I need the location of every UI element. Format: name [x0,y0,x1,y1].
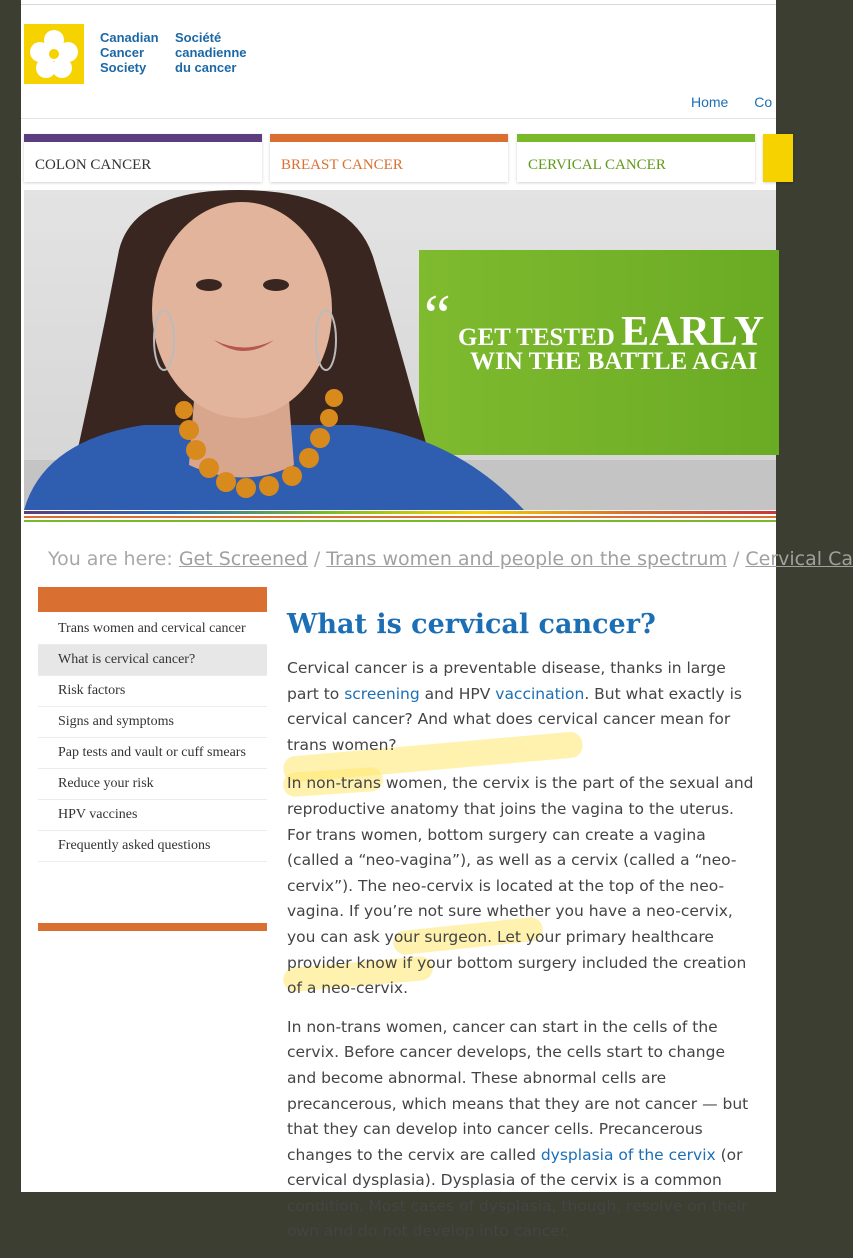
hero-subheadline: WIN THE BATTLE AGAI [470,348,758,375]
sidebar-item-hpv-vaccines[interactable]: HPV vaccines [38,800,267,831]
tab-label: CERVICAL CANCER [528,157,666,173]
home-link[interactable]: Home [691,94,729,110]
breadcrumb-link-trans-women[interactable]: Trans women and people on the spectrum [326,548,727,570]
hero-banner [24,190,776,510]
tab-cervical-cancer[interactable] [517,134,755,182]
tab-breast-cancer[interactable] [270,134,508,182]
daffodil-icon[interactable] [24,24,84,84]
hero-headline: GET TESTED EARLY [458,309,765,355]
sidebar-item-trans-women[interactable]: Trans women and cervical cancer [38,614,267,645]
sidebar-item-pap-tests[interactable]: Pap tests and vault or cuff smears [38,738,267,769]
screening-link[interactable]: screening [344,684,420,703]
sidebar-item-signs-symptoms[interactable]: Signs and symptoms [38,707,267,738]
brand-name-english[interactable]: Canadian Cancer Society [100,30,159,75]
quote-mark: “ [424,283,451,349]
tab-partial[interactable] [763,134,793,182]
sidebar-item-reduce-risk[interactable]: Reduce your risk [38,769,267,800]
orange-stripe [24,516,776,518]
tab-colon-cancer[interactable] [24,134,262,182]
breadcrumb: You are here: Get Screened / Trans women and people on the spectrum / Cervical Ca [48,548,853,570]
tab-label: COLON CANCER [35,157,152,173]
sidebar-item-risk-factors[interactable]: Risk factors [38,676,267,707]
breadcrumb-link-get-screened[interactable]: Get Screened [178,548,308,570]
green-stripe [24,520,776,522]
contact-link[interactable]: Co [754,94,773,110]
breadcrumb-link-cervical-cancer[interactable]: Cervical Ca [745,548,853,570]
sidebar-bottom-bar [38,923,267,931]
web-page [21,0,853,1241]
dysplasia-link[interactable]: dysplasia of the cervix [540,1145,716,1164]
top-rule [21,4,776,5]
main-content [287,608,757,1258]
header-divider [21,118,776,119]
rainbow-stripe [24,511,776,514]
sidebar-nav [38,614,267,862]
tab-label: BREAST CANCER [281,157,403,173]
paragraph-intro: Cervical cancer is a preventable disease, thanks in large part to screening and HPV vaccination. But what exactly is cervical cancer? And what does cervical cancer mean for trans women? [287,659,742,754]
sidebar-top-bar [38,587,267,612]
page-title: What is cervical cancer? [287,609,656,640]
paragraph-anatomy: In non-trans women, the cervix is the part of the sexual and reproductive anatomy that joins the vagina to the uterus. For trans women, bottom surgery can create a vagina (called a “neo-vagina”), as well as a cervix (called a “neo-cervix”). The neo-cervix is located at the top of the neo-vagina. If you’re not sure whether you have a neo-cervix, you can ask your surgeon. Let your primary healthcare provider know if your bottom surgery included the creation of a neo-cervix. [287,774,754,998]
vaccination-link[interactable]: vaccination [495,684,585,703]
utility-nav [691,94,794,110]
brand-name-french[interactable]: Société canadienne du cancer [175,30,247,75]
paragraph-cancer-cells: In non-trans women, cancer can start in the cells of the cervix. Before cancer develops, the cells start to change and become abnormal. These abnormal cells are precancerous, which means that they are not cancer — but that they can develop into cancer cells. Precancerous changes to the cervix are called dysplasia of the cervix (or cervical dysplasia). Dysplasia of the cervix is a common condition. Most cases of dysplasia, though, resolve on their own and do not develop into cancer. [287,1017,749,1241]
sidebar-item-faq[interactable]: Frequently asked questions [38,831,267,862]
sidebar-item-what-is-cervical-cancer[interactable]: What is cervical cancer? [38,645,267,676]
